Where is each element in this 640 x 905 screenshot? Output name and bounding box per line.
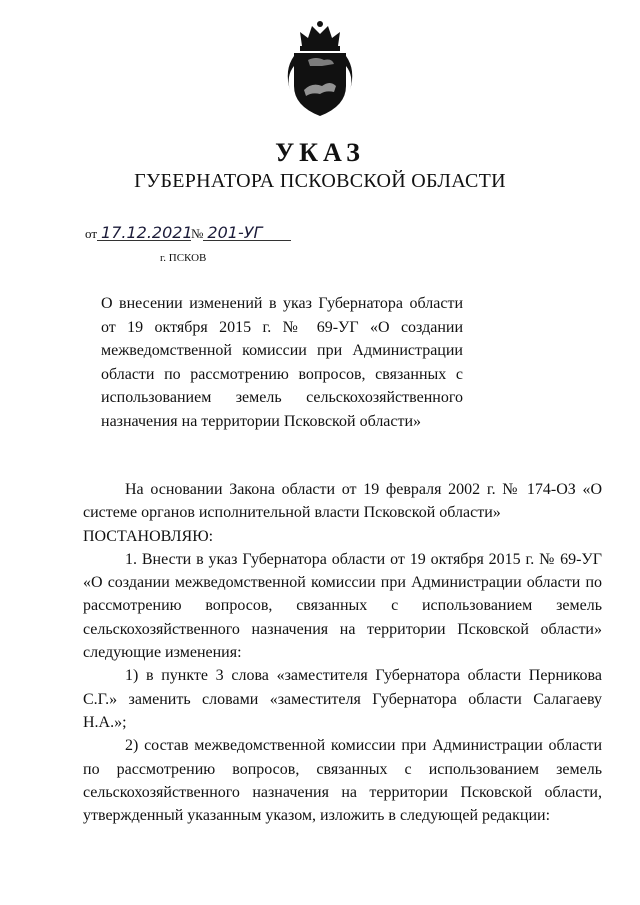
number-sign: № — [191, 226, 204, 241]
reference-line — [85, 223, 291, 242]
document-subtitle: ГУБЕРНАТОРА ПСКОВСКОЙ ОБЛАСТИ — [134, 170, 506, 192]
subitem-2-paragraph: 2) состав межведомственной комиссии при Администрации области по рассмотрению вопросов, связанных с использованием земель сельскохозяйственного назначения на территории Псковской области, утвержденный указанным указом, изложить в следующей редакции: — [83, 737, 602, 825]
city-label: г. ПСКОВ — [160, 252, 207, 264]
pskov-oblast-coat-of-arms-icon — [282, 20, 358, 120]
item-1-paragraph: 1. Внести в указ Губернатора области от 19 октября 2015 г. № 69-УГ «О создании межведомственной комиссии при Администрации области по рассмотрению вопросов, связанных с использованием земель сельскохозяйственного назначения на территории Псковской области» следующие изменения: — [83, 550, 602, 662]
document-title: УКАЗ — [275, 138, 365, 167]
date-prefix: от — [85, 226, 98, 241]
subitem-1-paragraph: 1) в пункте 3 слова «заместителя Губернатора области Перникова С.Г.» заменить словами «заместителя Губернатора области Салагаеву Н.А.»; — [83, 667, 602, 731]
document-body — [83, 478, 602, 827]
handwritten-date: 17.12.2021 — [97, 226, 191, 241]
decree-word: ПОСТАНОВЛЯЮ: — [83, 527, 214, 545]
handwritten-number: 201-УГ — [203, 226, 291, 241]
basis-paragraph: На основании Закона области от 19 февраля 2002 г. № 174-ОЗ «О системе органов исполнительной власти Псковской области» — [83, 481, 602, 522]
document-subject: О внесении изменений в указ Губернатора области от 19 октября 2015 г. № 69-УГ «О создании межведомственной комиссии при Администрации области по рассмотрению вопросов, связанных с использованием земель сельскохозяйственного назначения на территории Псковской области» — [101, 295, 463, 430]
